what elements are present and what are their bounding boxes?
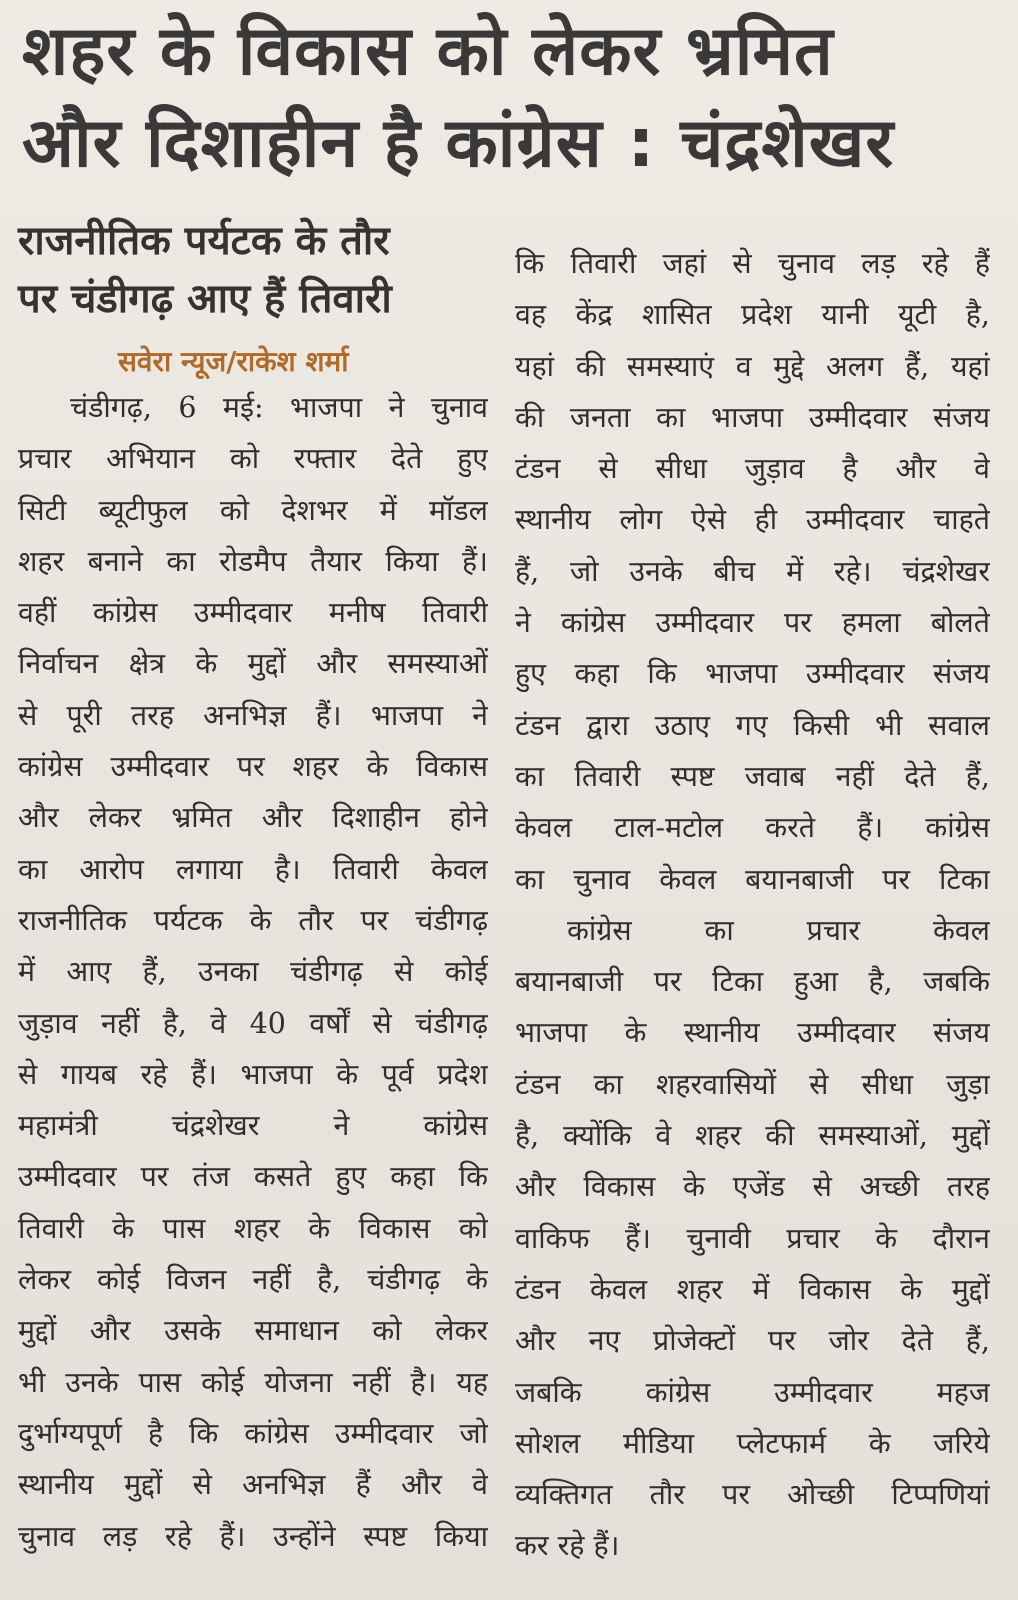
body-line: उम्मीदवार पर तंज कसते हुए कहा कि: [18, 1160, 488, 1194]
body-line: प्रचार अभियान को रफ्तार देते हुए: [18, 442, 488, 476]
body-line: शहर बनाने का रोडमैप तैयार किया हैं।: [18, 544, 488, 578]
body-line: लेकर कोई विजन नहीं है, चंडीगढ़ के: [18, 1263, 488, 1297]
body-line: कांग्रेस का प्रचार केवल: [567, 913, 990, 947]
body-line: चुनाव लड़ रहे हैं। उन्होंने स्पष्ट किया: [18, 1519, 488, 1553]
body-line: का तिवारी स्पष्ट जवाब नहीं देते हैं,: [515, 759, 990, 793]
right-column: [515, 238, 990, 1572]
body-line: वहीं कांग्रेस उम्मीदवार मनीष तिवारी: [18, 596, 488, 630]
body-line: और लेकर भ्रमित और दिशाहीन होने: [18, 801, 488, 835]
body-line: टंडन केवल शहर में विकास के मुद्दों: [515, 1272, 990, 1306]
body-line: ने कांग्रेस उम्मीदवार पर हमला बोलते: [515, 606, 990, 640]
body-line: राजनीतिक पर्यटक के तौर पर चंडीगढ़: [18, 903, 488, 937]
body-line: से पूरी तरह अनभिज्ञ हैं। भाजपा ने: [18, 698, 488, 732]
body-line: की जनता का भाजपा उम्मीदवार संजय: [515, 400, 990, 434]
body-line: व्यक्तिगत तौर पर ओच्छी टिप्पणियां: [515, 1478, 990, 1512]
body-line: वह केंद्र शासित प्रदेश यानी यूटी है,: [515, 298, 990, 332]
body-line: दुर्भाग्यपूर्ण है कि कांग्रेस उम्मीदवार जो: [18, 1416, 488, 1450]
body-line: वाकिफ हैं। चुनावी प्रचार के दौरान: [515, 1221, 990, 1255]
body-line: टंडन द्वारा उठाए गए किसी भी सवाल: [515, 708, 990, 742]
body-line: और विकास के एजेंड से अच्छी तरह: [515, 1170, 990, 1204]
body-line: भी उनके पास कोई योजना नहीं है। यह: [18, 1365, 488, 1399]
left-column: [18, 212, 488, 1562]
subheadline-line-2: पर चंडीगढ़ आए हैं तिवारी: [18, 276, 392, 322]
body-line: जबकि कांग्रेस उम्मीदवार महज: [515, 1375, 990, 1409]
body-line: और नए प्रोजेक्टों पर जोर देते हैं,: [515, 1324, 990, 1358]
body-line: स्थानीय मुद्दों से अनभिज्ञ हैं और वे: [18, 1468, 488, 1502]
body-line: हैं, जो उनके बीच में रहे। चंद्रशेखर: [515, 554, 990, 588]
body-line: टंडन का शहरवासियों से सीधा जुड़ा: [515, 1067, 990, 1101]
body-line: कर रहे हैं।: [515, 1529, 620, 1563]
body-line: सिटी ब्यूटीफुल को देशभर में मॉडल: [18, 493, 488, 527]
body-line: निर्वाचन क्षेत्र के मुद्दों और समस्याओं: [18, 647, 488, 681]
headline-line-2: और दिशाहीन है कांग्रेस : चंद्रशेखर: [22, 104, 895, 183]
body-line: का आरोप लगाया है। तिवारी केवल: [18, 852, 488, 886]
headline: [22, 6, 1002, 190]
body-line: कांग्रेस उम्मीदवार पर शहर के विकास: [18, 750, 488, 784]
body-line: मुद्दों और उसके समाधान को लेकर: [18, 1314, 488, 1348]
body-line: टंडन से सीधा जुड़ाव है और वे: [515, 452, 990, 486]
body-line: जुड़ाव नहीं है, वे 40 वर्षों से चंडीगढ़: [18, 1006, 488, 1040]
body-line: बयानबाजी पर टिका हुआ है, जबकि: [515, 965, 990, 999]
body-line: महामंत्री चंद्रशेखर ने कांग्रेस: [18, 1109, 488, 1143]
right-column-body: [515, 238, 990, 1572]
subheadline: [18, 212, 488, 328]
body-line: भाजपा के स्थानीय उम्मीदवार संजय: [515, 1016, 990, 1050]
body-line: से गायब रहे हैं। भाजपा के पूर्व प्रदेश: [18, 1057, 488, 1091]
body-line: केवल टाल-मटोल करते हैं। कांग्रेस: [515, 811, 990, 845]
body-line: स्थानीय लोग ऐसे ही उम्मीदवार चाहते: [515, 503, 990, 537]
body-line: सोशल मीडिया प्लेटफार्म के जरिये: [515, 1426, 990, 1460]
body-line: कि तिवारी जहां से चुनाव लड़ रहे हैं: [515, 247, 990, 280]
body-line: यहां की समस्याएं व मुद्दे अलग हैं, यहां: [515, 349, 990, 383]
left-column-body: [18, 382, 488, 1562]
body-line: है, क्योंकि वे शहर की समस्याओं, मुद्दों: [515, 1119, 990, 1153]
body-line: का चुनाव केवल बयानबाजी पर टिका: [515, 862, 990, 896]
subheadline-line-1: राजनीतिक पर्यटक के तौर: [18, 218, 390, 264]
body-line: चंडीगढ़, 6 मई: भाजपा ने चुनाव: [70, 391, 488, 424]
body-line: तिवारी के पास शहर के विकास को: [18, 1211, 488, 1245]
body-line: में आए हैं, उनका चंडीगढ़ से कोई: [18, 955, 488, 989]
headline-line-1: शहर के विकास को लेकर भ्रमित: [22, 12, 834, 91]
byline: सवेरा न्यूज/राकेश शर्मा: [118, 345, 349, 378]
body-line: हुए कहा कि भाजपा उम्मीदवार संजय: [515, 657, 990, 691]
